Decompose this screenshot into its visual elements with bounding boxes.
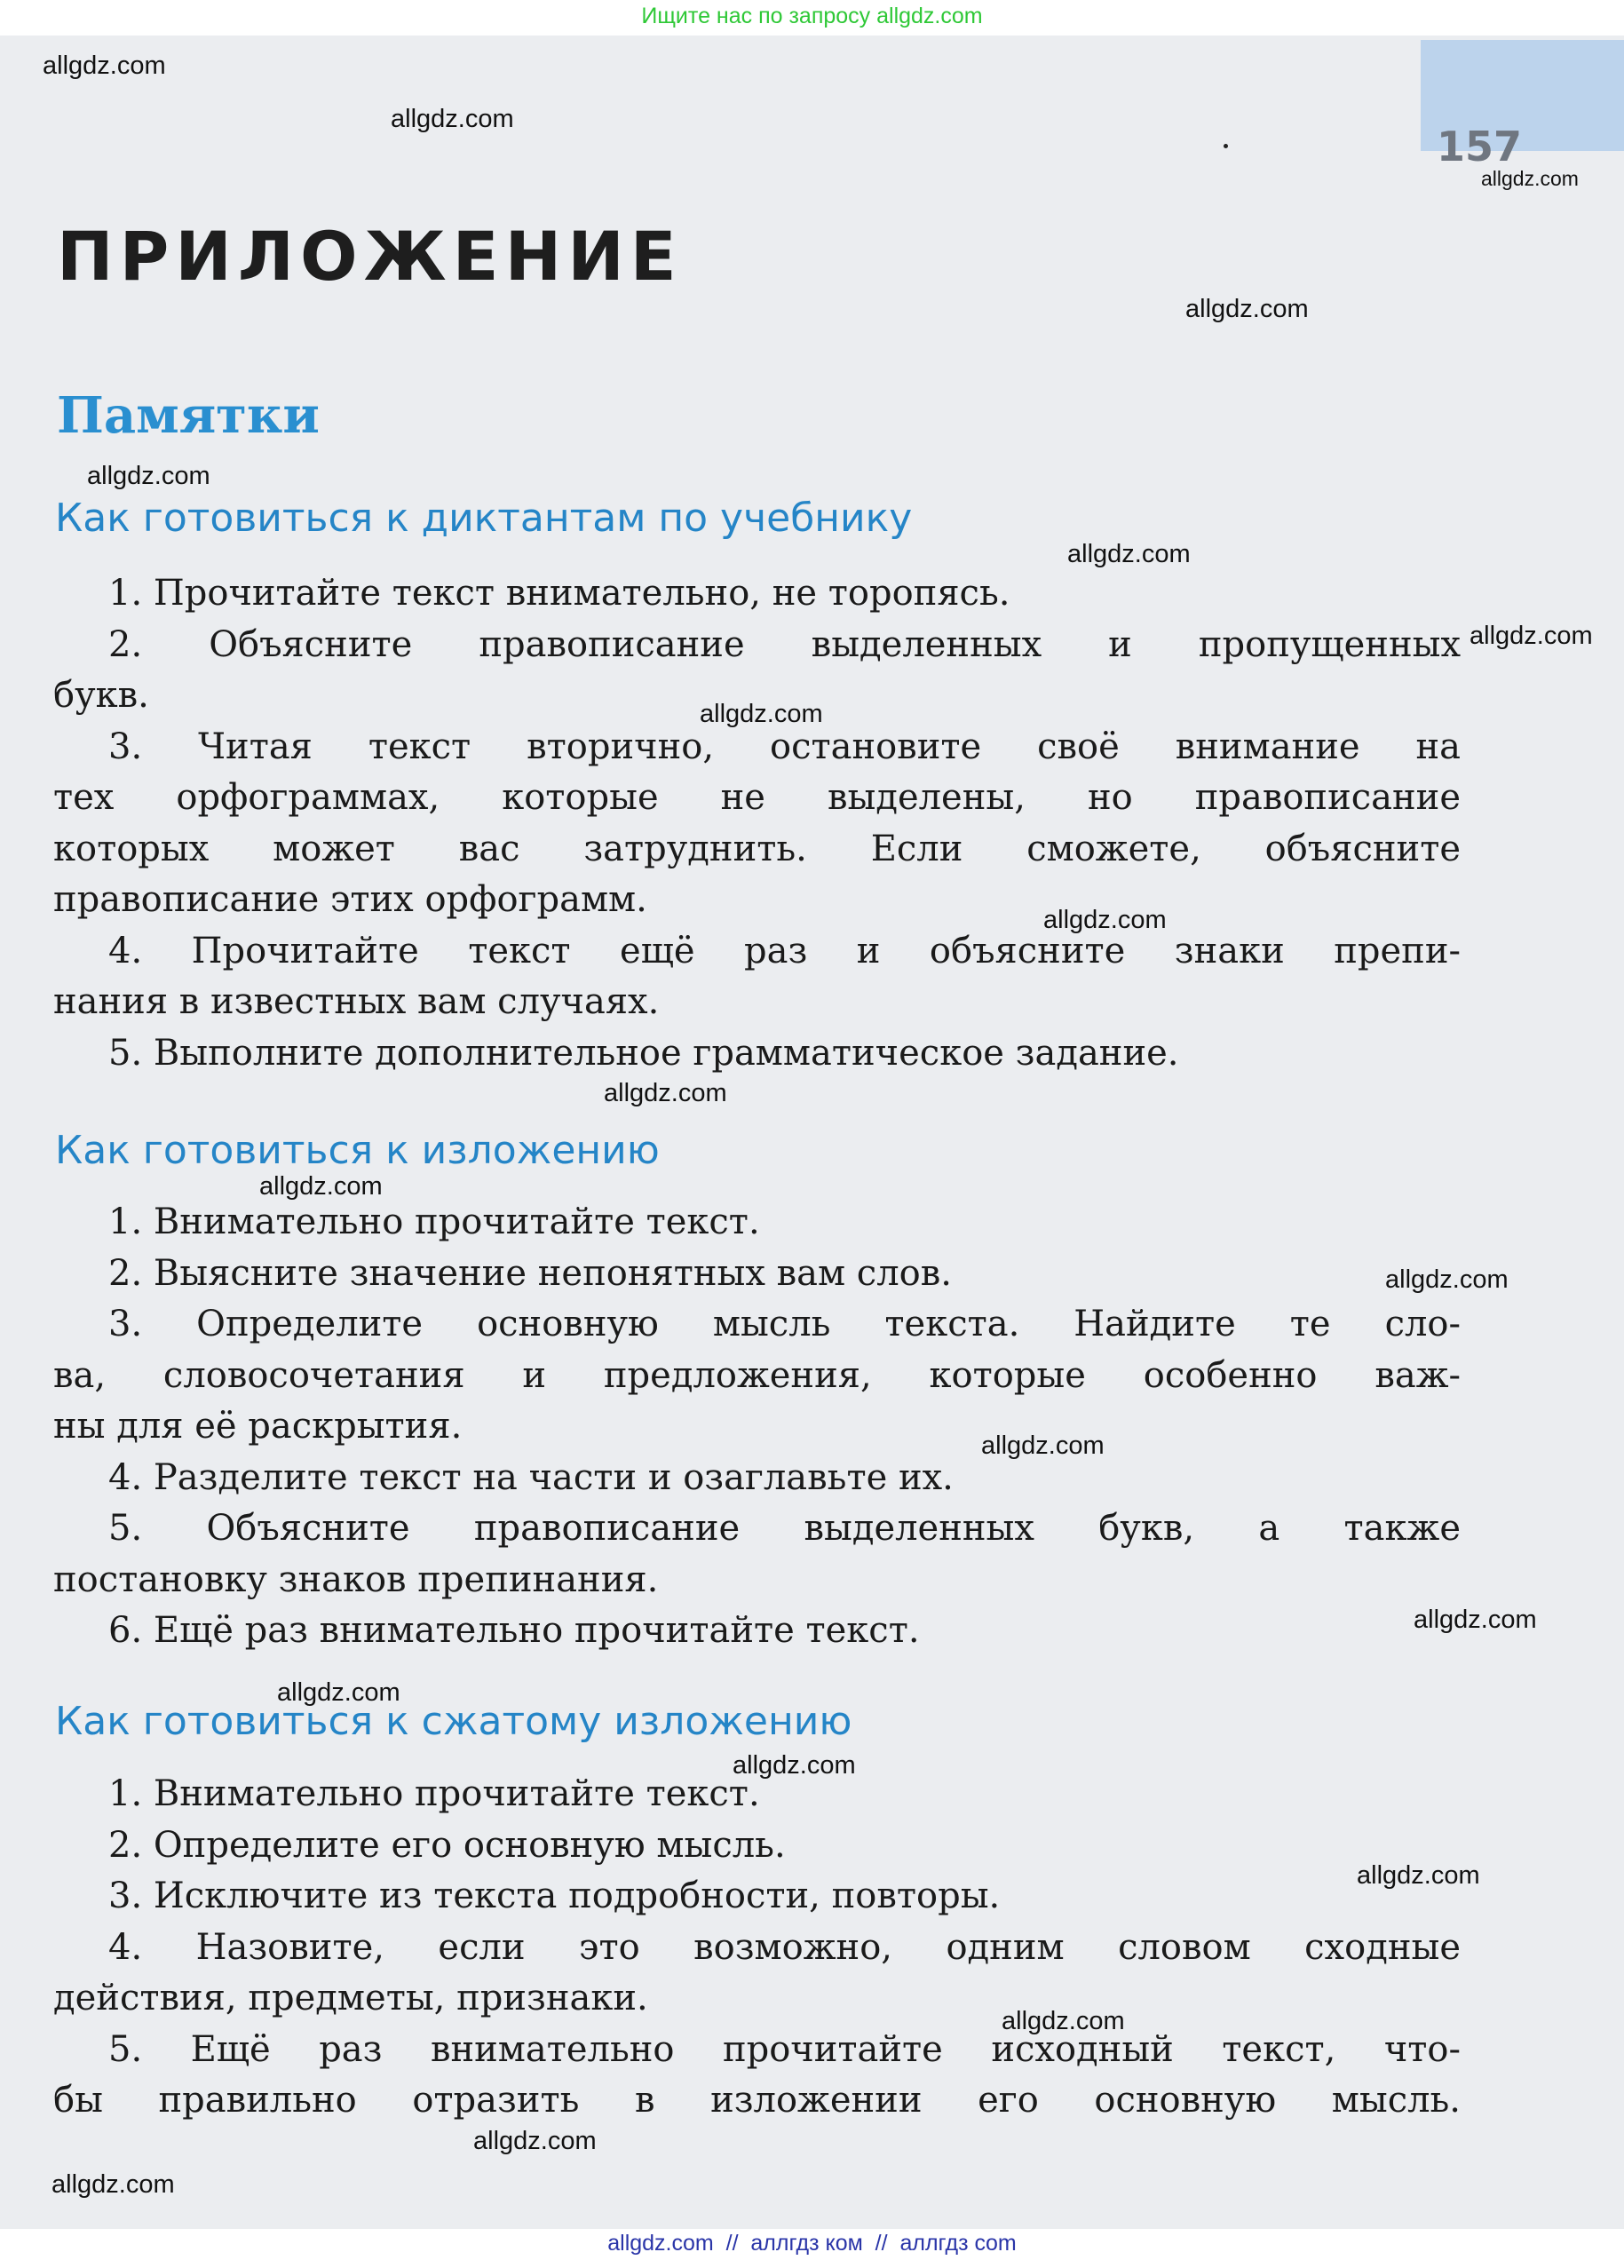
watermark: allgdz.com [604, 1079, 727, 1107]
text-line: 4. Назовите, если это возможно, одним словом сходные [108, 1926, 1461, 1968]
watermark: allgdz.com [733, 1751, 856, 1780]
text-line: действия, предметы, признаки. [53, 1978, 648, 2018]
text-line: 4. Прочитайте текст ещё раз и объясните знаки препи- [108, 930, 1461, 971]
text-line: 3. Читая текст вторично, остановите своё внимание на [108, 726, 1461, 767]
watermark: allgdz.com [43, 52, 166, 80]
watermark: allgdz.com [1357, 1861, 1480, 1890]
watermark: allgdz.com [1414, 1606, 1537, 1634]
section-body-exposition [53, 1197, 1461, 1657]
text-line: 2. Определите его основную мысль. [108, 1824, 786, 1866]
ink-dot [1224, 144, 1228, 148]
text-line: 4. Разделите текст на части и озаглавьте их. [108, 1456, 954, 1498]
section-heading-dictation: Как готовиться к диктантам по учебнику [55, 496, 913, 541]
text-line: 6. Ещё раз внимательно прочитайте текст. [108, 1610, 920, 1651]
text-line: ны для её раскрытия. [53, 1406, 463, 1447]
watermark: allgdz.com [1002, 2007, 1125, 2035]
text-line: 2. Выясните значение непонятных вам слов. [108, 1252, 952, 1294]
watermark: allgdz.com [1385, 1265, 1509, 1294]
text-line: бы правильно отразить в изложении его основную мысль. [53, 2080, 1461, 2121]
watermark: allgdz.com [51, 2170, 175, 2199]
section-body-compressed [53, 1769, 1461, 2127]
text-line: 3. Исключите из текста подробности, повторы. [108, 1875, 1001, 1916]
watermark: allgdz.com [1470, 622, 1593, 650]
text-line: 5. Выполните дополнительное грамматическое задание. [108, 1032, 1179, 1074]
text-line: 1. Внимательно прочитайте текст. [108, 1773, 760, 1814]
text-line: 1. Прочитайте текст внимательно, не торопясь. [108, 573, 1010, 614]
watermark: allgdz.com [391, 105, 514, 133]
watermark: allgdz.com [1481, 167, 1579, 190]
watermark: allgdz.com [473, 2127, 597, 2155]
watermark: allgdz.com [277, 1678, 400, 1707]
watermark: allgdz.com [87, 462, 210, 490]
watermark: allgdz.com [981, 1431, 1105, 1460]
watermark: allgdz.com [1185, 295, 1309, 323]
text-line: которых может вас затруднить. Если сможете, объясните [53, 828, 1461, 869]
text-line: 3. Определите основную мысль текста. Найдите те сло- [108, 1304, 1461, 1344]
bottom-banner[interactable]: allgdz.com // аллгдз ком // аллгдз com [607, 2231, 1017, 2256]
text-line: 1. Внимательно прочитайте текст. [108, 1201, 760, 1242]
section-body-dictation [53, 568, 1461, 1079]
text-line: 5. Объясните правописание выделенных букв, а также [108, 1508, 1461, 1549]
watermark: allgdz.com [1067, 540, 1191, 568]
page-number: 157 [1437, 123, 1523, 170]
text-line: постановку знаков препинания. [53, 1558, 659, 1600]
top-banner[interactable]: Ищите нас по запросу allgdz.com [641, 4, 983, 28]
text-line: 5. Ещё раз внимательно прочитайте исходный текст, что- [108, 2028, 1461, 2070]
text-line: нания в известных вам случаях. [53, 981, 660, 1022]
section-heading-exposition: Как готовиться к изложению [55, 1128, 660, 1173]
section-heading-compressed: Как готовиться к сжатому изложению [55, 1699, 852, 1744]
watermark: allgdz.com [1043, 906, 1167, 934]
text-line: тех орфограммах, которые не выделены, но правописание [53, 777, 1461, 818]
page-title: ПРИЛОЖЕНИЕ [57, 217, 683, 296]
text-line: 2. Объясните правописание выделенных и пропущенных [108, 623, 1461, 665]
text-line: правописание этих орфограмм. [53, 879, 647, 920]
page-subtitle: Памятки [57, 386, 320, 445]
watermark: allgdz.com [700, 700, 823, 728]
text-line: букв. [53, 675, 149, 716]
watermark: allgdz.com [259, 1172, 383, 1201]
text-line: ва, словосочетания и предложения, которые особенно важ- [53, 1354, 1461, 1396]
